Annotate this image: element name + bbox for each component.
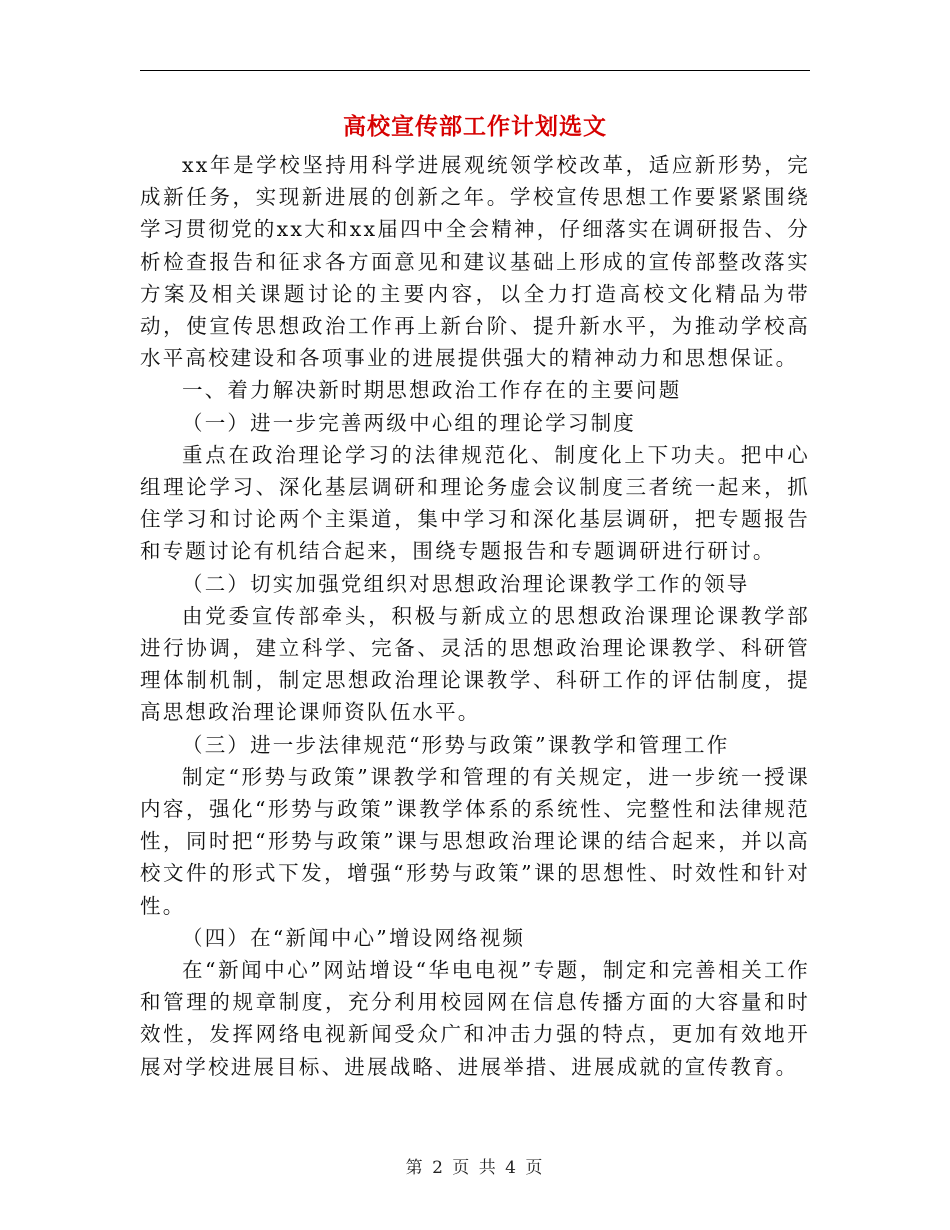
header-rule <box>140 70 810 71</box>
subsection-heading-1: （一）进一步完善两级中心组的理论学习制度 <box>182 410 636 435</box>
subsection-heading-2: （二）切实加强党组织对思想政治理论课教学工作的领导 <box>182 571 750 596</box>
body-paragraph-4: 在“新闻中心”网站增设“华电电视”专题，制定和完善相关工作和管理的规章制度，充分利用校园网在信息传播方面的大容量和时效性，发挥网络电视新闻受众广和冲击力强的特点，更加有效地开展对学校进展目标、进展战略、进展举措、进展成就的宣传教育。 <box>140 958 810 1079</box>
document-body <box>140 149 810 1083</box>
subsection-heading-3: （三）进一步法律规范“形势与政策”课教学和管理工作 <box>182 732 730 757</box>
document-title: 高校宣传部工作计划选文 <box>343 113 607 140</box>
page-footer: 第 2 页 共 4 页 <box>405 1158 545 1178</box>
body-paragraph-2: 由党委宣传部牵头，积极与新成立的思想政治课理论课教学部进行协调，建立科学、完备、灵活的思想政治理论课教学、科研管理体制机制，制定思想政治理论课教学、科研工作的评估制度，提高思想政治理论课师资队伍水平。 <box>140 603 810 725</box>
subsection-heading-4: （四）在“新闻中心”增设网络视频 <box>182 925 526 950</box>
section-heading: 一、着力解决新时期思想政治工作存在的主要问题 <box>182 378 682 403</box>
intro-paragraph: xx年是学校坚持用科学进展观统领学校改革，适应新形势，完成新任务，实现新进展的创新之年。学校宣传思想工作要紧紧围绕学习贯彻党的xx大和xx届四中全会精神，仔细落实在调研报告、分析检查报告和征求各方面意见和建议基础上形成的宣传部整改落实方案及相关课题讨论的主要内容，以全力打造高校文化精品为带动，使宣传思想政治工作再上新台阶、提升新水平，为推动学校高水平高校建设和各项事业的进展提供强大的精神动力和思想保证。 <box>140 153 810 371</box>
body-paragraph-3: 制定“形势与政策”课教学和管理的有关规定，进一步统一授课内容，强化“形势与政策”课教学体系的系统性、完整性和法律规范性，同时把“形势与政策”课与思想政治理论课的结合起来，并以高校文件的形式下发，增强“形势与政策”课的思想性、时效性和针对性。 <box>140 764 810 918</box>
body-paragraph-1: 重点在政治理论学习的法律规范化、制度化上下功夫。把中心组理论学习、深化基层调研和理论务虚会议制度三者统一起来，抓住学习和讨论两个主渠道，集中学习和深化基层调研，把专题报告和专题讨论有机结合起来，围绕专题报告和专题调研进行研讨。 <box>140 442 810 564</box>
